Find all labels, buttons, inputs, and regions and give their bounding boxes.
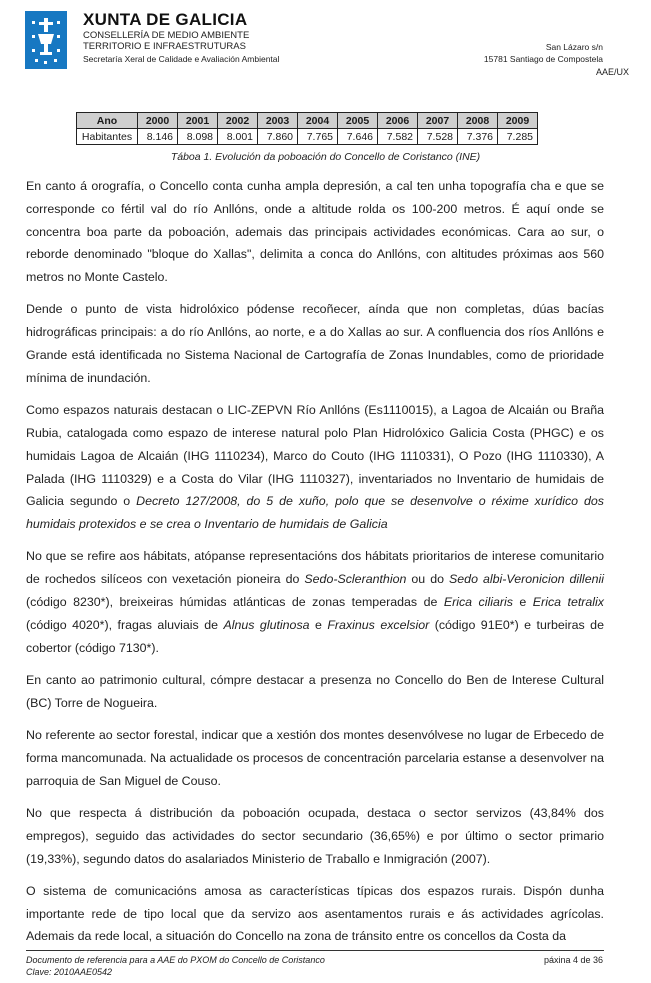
- table-row-label: Habitantes: [77, 129, 138, 145]
- text-span: (código 91E0*) e turbeiras de cobertor (código 7130*).: [26, 617, 604, 655]
- table-caption: Táboa 1. Evolución da poboación do Concello de Coristanco (INE): [170, 151, 481, 163]
- paragraph-natural-spaces: [26, 399, 604, 536]
- table-header-cell: Ano: [77, 113, 138, 129]
- paragraph-forestry: No referente ao sector forestal, indicar que a xestión dos montes desenvólvese no lugar de Erbecedo de forma mancomunada. Na actualidade os procesos de concentración parcelaria estanse a desenvolver na parroquia de San Miguel de Couso.: [26, 728, 604, 788]
- xunta-logo: [25, 11, 67, 69]
- address-line: 15781 Santiago de Compostela: [483, 54, 603, 64]
- table-cell: 8.098: [178, 129, 218, 145]
- table-cell: 8.001: [218, 129, 258, 145]
- decree-reference: Decreto 127/2008, do 5 de xuño, polo que se desenvolve o réxime xurídico dos humidais protexidos e se crea o Inventario de humidais de Galicia: [26, 494, 604, 532]
- table-header-cell: 2006: [378, 113, 418, 129]
- page-number: páxina 4 de 36: [543, 955, 603, 965]
- text-span: ou do: [406, 572, 450, 587]
- species-name: Erica ciliaris: [443, 595, 513, 610]
- text-span: e: [512, 595, 533, 610]
- table-row: [77, 129, 538, 145]
- paragraph-cultural-heritage: En canto ao patrimonio cultural, cómpre destacar a presenza no Concello do Ben de Interese Cultural (BC) Torre de Nogueira.: [26, 672, 604, 710]
- text-span: e: [309, 617, 328, 632]
- table-header-cell: 2003: [258, 113, 298, 129]
- table-cell: 7.582: [378, 129, 418, 145]
- table-cell: 7.860: [258, 129, 298, 145]
- species-name: Alnus glutinosa: [223, 617, 310, 632]
- table-header-cell: 2000: [138, 113, 178, 129]
- organization-title: XUNTA DE GALICIA: [83, 10, 248, 29]
- table-cell: 7.376: [458, 129, 498, 145]
- department-line: TERRITORIO E INFRAESTRUTURAS: [83, 41, 246, 52]
- table-header-row: [77, 113, 538, 129]
- table-header-cell: 2004: [298, 113, 338, 129]
- secretariat-line: Secretaría Xeral de Calidade e Avaliación Ambiental: [83, 54, 280, 64]
- table-cell: 7.528: [418, 129, 458, 145]
- table-header-cell: 2001: [178, 113, 218, 129]
- cross-emblem-icon: [25, 11, 67, 69]
- text-span: (código 8230*), breixeiras húmidas atlánticas de zonas temperadas de: [26, 595, 444, 610]
- address-line: San Lázaro s/n: [545, 42, 603, 52]
- table-header-cell: 2008: [458, 113, 498, 129]
- paragraph-communications: O sistema de comunicacións amosa as características típicas dos espazos rurais. Dispón dunha importante rede de tipo local que da servizo aos asentamentos rurais e ás actividades agrícolas. Ademais da rede local, a situación do Concello na zona de tránsito entre os concellos da Costa da: [26, 883, 604, 944]
- table-header-cell: 2005: [338, 113, 378, 129]
- paragraph-orography: En canto á orografía, o Concello conta cunha ampla depresión, a cal ten unha topografía cha e que se corresponde co fértil val do río Anllóns, onde a altitude rolda os 100-200 metros. É aquí onde se concentra boa parte da poboación, ademais das principais actividades económicas. Cara ao sur, o reborde denominado "bloque do Xallas", delimita a conca do Anllóns, con altitudes próximas aos 560 metros no Monte Castelo.: [26, 179, 604, 285]
- table-header-cell: 2002: [218, 113, 258, 129]
- text-span: (código 4020*), fragas aluviais de: [26, 617, 224, 632]
- species-name: Sedo-Scleranthion: [304, 572, 407, 587]
- table-cell: 7.646: [338, 129, 378, 145]
- table-cell: 7.765: [298, 129, 338, 145]
- population-table: [76, 112, 538, 145]
- text-span: No que se refire aos hábitats, atópanse representacións dos hábitats prioritarios de interese comunitario de rochedos silíceos con vexetación pioneira do: [26, 549, 604, 587]
- table-header-cell: 2007: [418, 113, 458, 129]
- table-cell: 7.285: [498, 129, 538, 145]
- table-header-cell: 2009: [498, 113, 538, 129]
- reference-code: AAE/UX: [595, 67, 629, 77]
- species-name: Fraxinus excelsior: [327, 617, 430, 632]
- text-span: Como espazos naturais destacan o LIC-ZEPVN Río Anllóns (Es1110015), a Lagoa de Alcaián ou Braña Rubia, catalogada como espazo de interese natural polo Plan Hidrolóxico Galicia Costa (PHGC) e os humidais Lagoa de Alcaián (IHG 1110234), Marco do Couto (IHG 1110331), O Pozo (IHG 1110330), A Palada (IHG 1110329) e a Costa do Vilar (IHG 1110327), inventariados no Inventario de humidais de Galicia segundo o: [26, 403, 604, 509]
- paragraph-hydrology: Dende o punto de vista hidrolóxico pódense recoñecer, aínda que non completas, dúas bacías hidrográficas principais: a do río Anllóns, ao norte, e a do Xallas ao sur. A confluencia dos ríos Anllóns e Grande está identificada no Sistema Nacional de Cartografía de Zonas Inundables, como de prioridade mínima de inundación.: [26, 302, 604, 385]
- body-text: [26, 175, 604, 958]
- footer-divider: [26, 950, 604, 951]
- species-name: Sedo albi-Veronicion dillenii: [449, 572, 604, 587]
- department-line: CONSELLERÍA DE MEDIO AMBIENTE: [83, 30, 250, 41]
- paragraph-employment: No que respecta á distribución da poboación ocupada, destaca o sector servizos (43,84% dos empregos), seguido das actividades do sector secundario (36,65%) e por último o sector primario (19,33%), segundo datos do asalariados Ministerio de Traballo e Inmigración (2007).: [26, 805, 604, 866]
- footer-document-title: Documento de referencia para a AAE do PXOM do Concello de Coristanco: [26, 955, 325, 965]
- table-cell: 8.146: [138, 129, 178, 145]
- paragraph-habitats: [26, 545, 604, 659]
- footer-key: Clave: 2010AAE0542: [26, 967, 113, 977]
- species-name: Erica tetralix: [532, 595, 604, 610]
